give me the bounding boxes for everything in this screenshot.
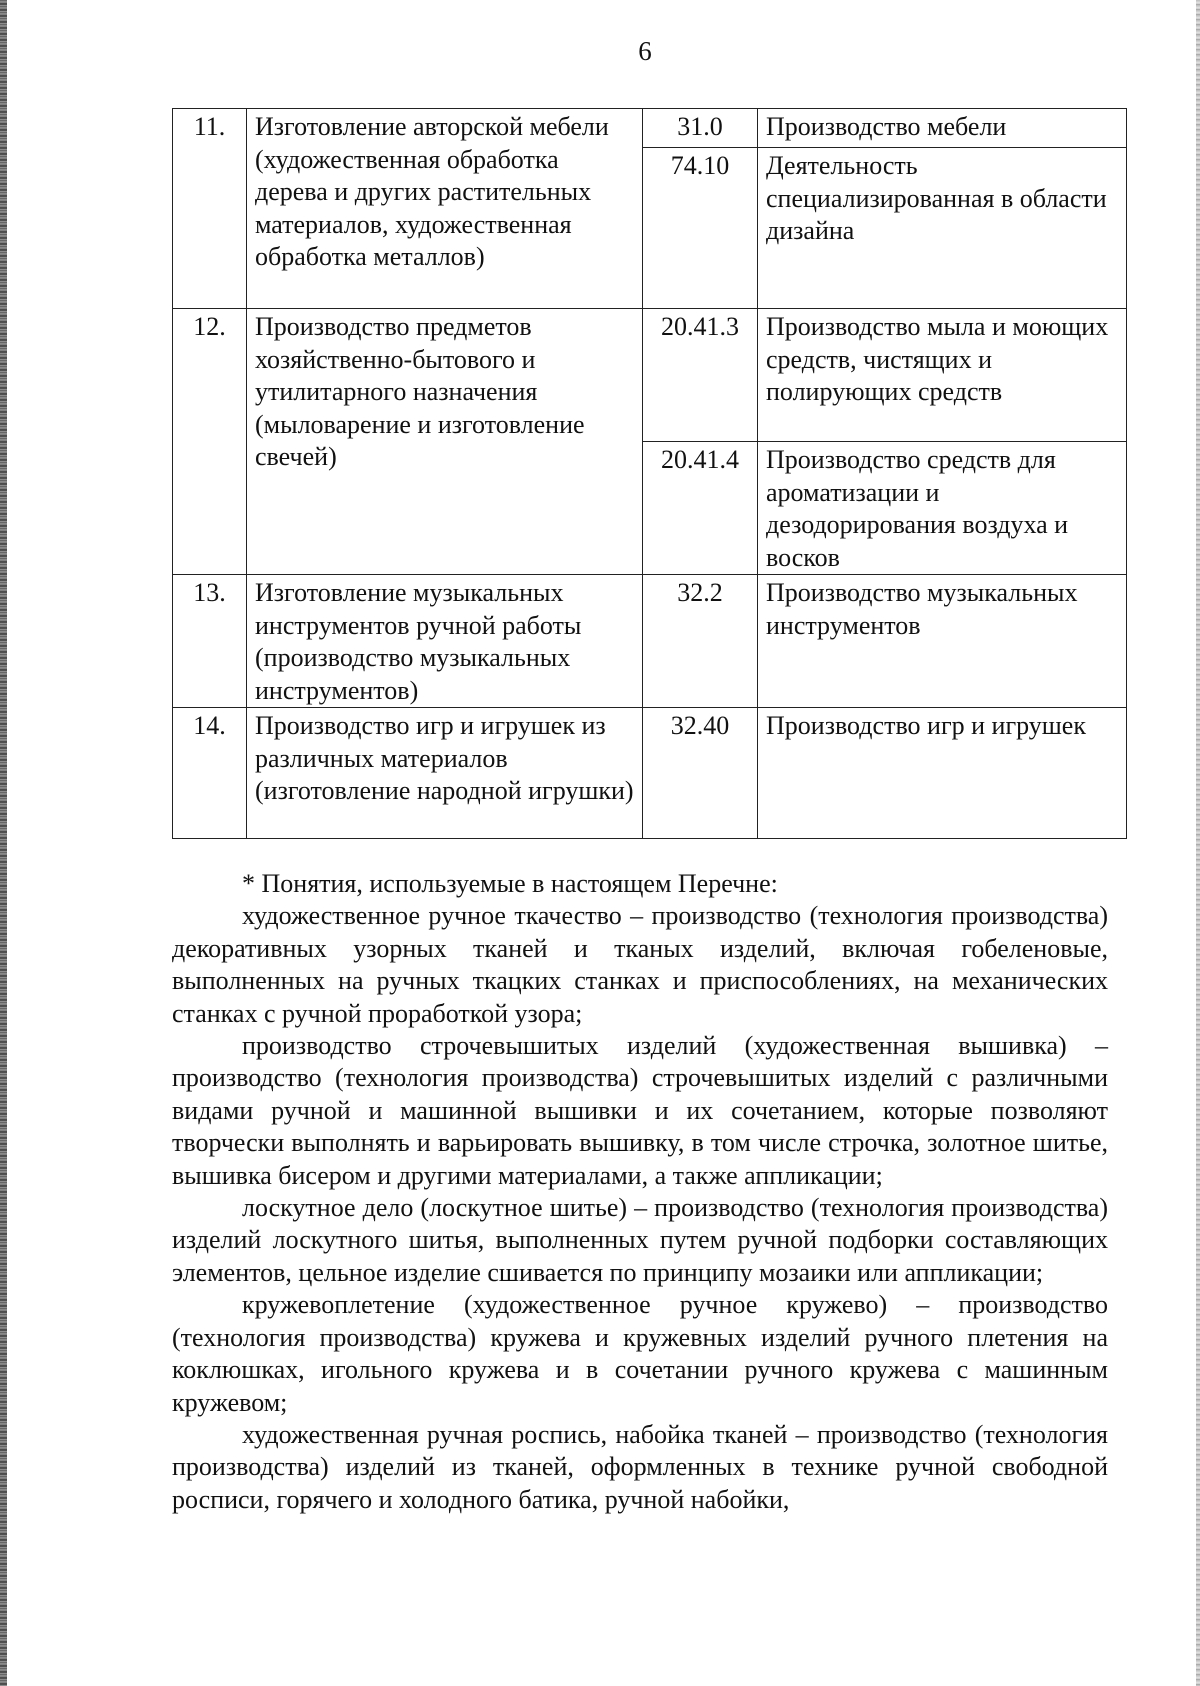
definition-paragraph: художественное ручное ткачество – производство (технология производства) декоративных узорных тканей и тканых изделий, включая гобеленовые, выполненных на ручных ткацких станках и приспособлениях, на механических станках с ручной проработкой узора; [172,901,1108,1028]
okved-code: 74.10 [643,148,758,309]
activity-name: Производство музыкальных инструментов [758,575,1127,708]
row-number: 14. [173,708,247,839]
activity-name: Производство игр и игрушек [758,708,1127,839]
row-number: 11. [173,109,247,309]
activity-table [172,108,1127,839]
page-number: 6 [638,36,652,66]
okved-code: 32.2 [643,575,758,708]
definitions-section [172,868,1108,1516]
scan-edge-left [0,0,7,1686]
definition-paragraph: лоскутное дело (лоскутное шитье) – производство (технология производства) изделий лоскутного шитья, выполненных путем ручной подборки составляющих элементов, цельное изделие сшивается по принципу мозаики или аппликации; [172,1193,1108,1287]
craft-description: Изготовление авторской мебели (художественная обработка дерева и других растительных материалов, художественная обработка металлов) [247,109,643,309]
row-number: 12. [173,309,247,575]
activity-name: Деятельность специализированная в области дизайна [758,148,1127,309]
activity-name: Производство средств для ароматизации и дезодорирования воздуха и восков [758,442,1127,575]
table-row [173,109,1127,148]
okved-code: 20.41.3 [643,309,758,442]
okved-code: 31.0 [643,109,758,148]
activity-name: Производство мебели [758,109,1127,148]
table-row [173,575,1127,708]
craft-description: Изготовление музыкальных инструментов ручной работы (производство музыкальных инструментов) [247,575,643,708]
table-row [173,309,1127,442]
definition-paragraph: производство строчевышитых изделий (художественная вышивка) – производство (технология производства) строчевышитых изделий с различными видами ручной и машинной вышивки и их сочетанием, которые позволяют творчески выполнять и варьировать вышивку, в том числе строчка, золотное шитье, вышивка бисером и другими материалами, а также аппликации; [172,1031,1108,1190]
row-number: 13. [173,575,247,708]
craft-description: Производство предметов хозяйственно-бытового и утилитарного назначения (мыловарение и изготовление свечей) [247,309,643,575]
okved-code: 20.41.4 [643,442,758,575]
definition-paragraph: художественная ручная роспись, набойка тканей – производство (технология производства) изделий из тканей, оформленных в технике ручной свободной росписи, горячего и холодного батика, ручной набойки, [172,1419,1108,1514]
activity-table-container [172,108,1126,839]
craft-description: Производство игр и игрушек из различных материалов (изготовление народной игрушки) [247,708,643,839]
scan-edge-right [1196,0,1200,1686]
definitions-heading: * Понятия, используемые в настоящем Перечне: [242,869,778,898]
table-row [173,708,1127,839]
activity-name: Производство мыла и моющих средств, чистящих и полирующих средств [758,309,1127,442]
definition-paragraph: кружевоплетение (художественное ручное кружево) – производство (технология производства) кружева и кружевных изделий ручного плетения на коклюшках, игольного кружева и в сочетании ручного кружева с машинным кружевом; [172,1290,1108,1417]
okved-code: 32.40 [643,708,758,839]
